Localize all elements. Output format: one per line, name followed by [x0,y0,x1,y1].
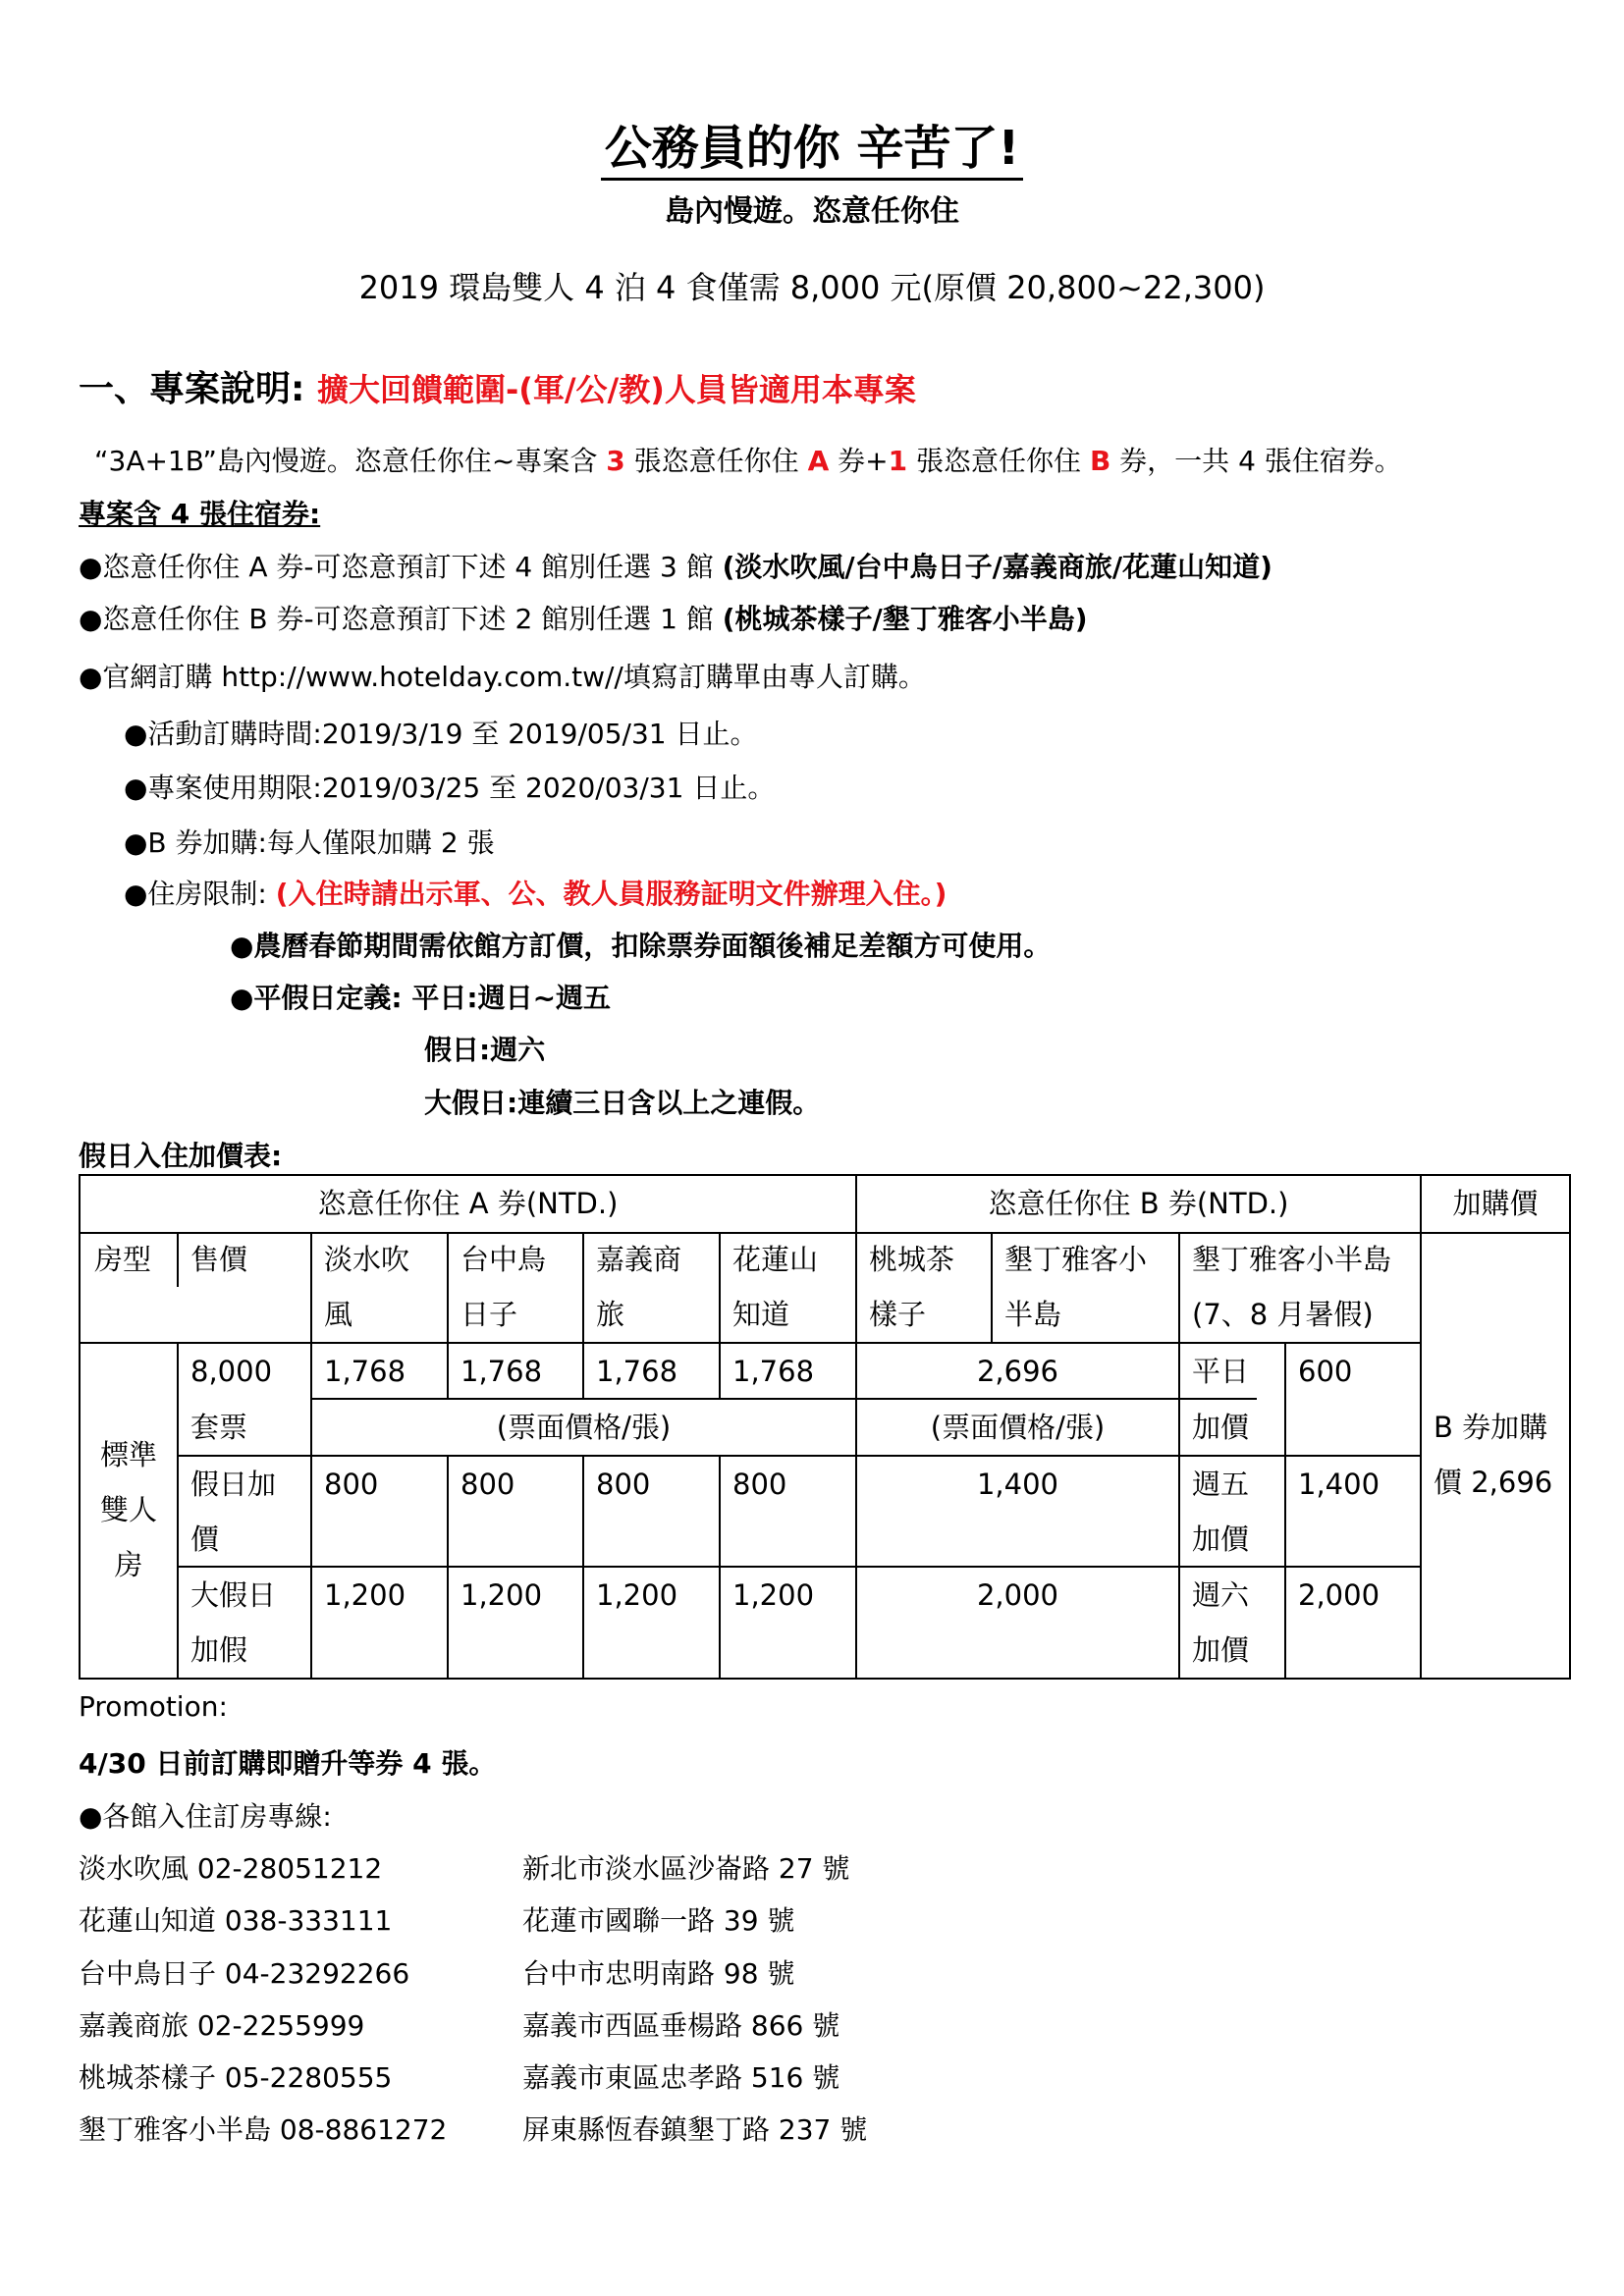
col-chiayi-2: 旅 [596,1298,625,1331]
intro-text-2: 張恣意任你住 [624,445,808,477]
col-chiayi: 嘉義商 [596,1243,682,1276]
section-heading [79,361,916,411]
col-taocheng-2: 樣子 [869,1298,927,1331]
saturday-value: 2,000 [1298,1578,1380,1612]
bullet-day-definition [230,977,611,1016]
a-value-hualien: 1,768 [732,1355,815,1388]
intro-text-3: 券+ [829,445,889,477]
weekday-surcharge-value: 600 [1298,1355,1353,1388]
long-holiday-label: 大假日 [190,1578,277,1612]
extra-purchase: B 券加購 [1434,1411,1548,1444]
hotel-address-chiayi: 嘉義市西區垂楊路 866 號 [522,2009,840,2042]
bullet-lunar-new-year: ●農曆春節期間需依館方訂價，扣除票券面額後補足差額方可使用。 [230,930,1052,962]
a-value-chiayi: 1,768 [596,1355,678,1388]
price-headline: 2019 環島雙人 4 泊 4 食僅需 8,000 元(原價 20,800~22,300) [358,269,1266,306]
promotion-label: Promotion: [79,1690,228,1723]
hotel-name-taichung: 台中鳥日子 04-23292266 [79,1957,410,1990]
room-type-1: 標準 [99,1438,157,1471]
bullet-validity: ●專案使用期限:2019/03/25 至 2020/03/31 日止。 [124,772,776,804]
day-definition-label: ●平假日定義: [230,982,412,1014]
header-extra-price: 加購價 [1452,1187,1539,1220]
restriction-label: ●住房限制: [124,878,276,910]
intro-count-b: 1 [888,445,908,477]
col-hualien-2: 知道 [732,1298,790,1331]
bullet-voucher-b [79,598,1088,637]
promotion-text: 4/30 日前訂購即贈升等券 4 張。 [79,1747,497,1780]
col-tamsui: 淡水吹 [324,1243,410,1276]
col-taocheng: 桃城茶 [869,1243,955,1276]
bullet-voucher-b-text: ●恣意任你住 B 券-可恣意預訂下述 2 館別任選 1 館 [79,603,723,635]
long-hualien: 1,200 [732,1578,815,1612]
intro-text-5: 券，一共 4 張住宿券。 [1110,445,1402,477]
hotel-address-kenting: 屏東縣恆春鎮墾丁路 237 號 [522,2113,868,2146]
long-tamsui: 1,200 [324,1578,406,1612]
hotel-address-tamsui: 新北市淡水區沙崙路 27 號 [522,1852,850,1885]
long-holiday-label-2: 加假 [190,1633,248,1667]
friday-value: 1,400 [1298,1468,1380,1501]
saturday-label: 週六 [1192,1578,1250,1612]
weekday-surcharge-label: 平日 [1192,1355,1250,1388]
col-taichung: 台中鳥 [460,1243,547,1276]
hotel-address-hualien: 花蓮市國聯一路 39 號 [522,1904,795,1937]
intro-line [94,440,1402,479]
package-label: 套票 [190,1411,248,1444]
holiday-b: 1,400 [976,1468,1059,1501]
bullet-voucher-a-text: ●恣意任你住 A 券-可恣意預訂下述 4 館別任選 3 館 [79,551,723,583]
table-caption: 假日入住加價表: [79,1140,283,1172]
col-kenting-2: 半島 [1004,1298,1062,1331]
friday-label: 週五 [1192,1468,1250,1501]
long-b: 2,000 [976,1578,1059,1612]
bullet-order-period: ●活動訂購時間:2019/3/19 至 2019/05/31 日止。 [124,718,758,750]
hotel-address-taocheng: 嘉義市東區忠孝路 516 號 [522,2061,840,2094]
holiday-label: 假日加 [190,1468,277,1501]
intro-text-1: “3A+1B”島內慢遊。恣意任你住~專案含 [94,445,607,477]
long-chiayi: 1,200 [596,1578,678,1612]
header-voucher-a: 恣意任你住 A 券(NTD.) [317,1187,619,1220]
surcharge-table [79,1174,1571,1680]
saturday-label-2: 加價 [1192,1633,1250,1667]
hotlines-label: ●各館入住訂房專線: [79,1800,332,1833]
hotel-name-taocheng: 桃城茶樣子 05-2280555 [79,2061,393,2094]
bullet-restriction [124,873,947,912]
holiday-taichung: 800 [460,1468,515,1501]
holiday-tamsui: 800 [324,1468,379,1501]
col-taichung-2: 日子 [460,1298,518,1331]
holiday-definition: 假日:週六 [424,1034,546,1066]
col-hualien: 花蓮山 [732,1243,819,1276]
intro-text-4: 張恣意任你住 [907,445,1090,477]
hotel-name-kenting: 墾丁雅客小半島 08-8861272 [79,2113,448,2146]
col-price: 售價 [190,1243,248,1276]
col-room-type: 房型 [94,1243,152,1276]
hotel-name-chiayi: 嘉義商旅 02-2255999 [79,2009,365,2042]
bullet-voucher-a-hotels: (淡水吹風/台中鳥日子/嘉義商旅/花蓮山知道) [722,551,1272,583]
page-title-text: 公務員的你 辛苦了! [601,121,1024,181]
friday-label-2: 加價 [1192,1522,1250,1556]
room-type-3: 房 [114,1548,143,1581]
weekday-definition: 平日:週日~週五 [411,982,612,1014]
holiday-label-2: 價 [190,1522,220,1556]
bullet-voucher-a [79,546,1272,585]
room-type-2: 雙人 [99,1493,157,1526]
intro-voucher-a: A [807,445,830,477]
bullet-voucher-b-hotels: (桃城茶樣子/墾丁雅客小半島) [722,603,1088,635]
weekday-surcharge-label-2: 加價 [1192,1411,1250,1444]
holiday-hualien: 800 [732,1468,787,1501]
long-holiday-definition: 大假日:連續三日含以上之連假。 [424,1087,821,1119]
a-value-taichung: 1,768 [460,1355,543,1388]
intro-count-a: 3 [606,445,625,477]
face-value-b: (票面價格/張) [930,1411,1106,1444]
vouchers-heading: 專案含 4 張住宿券: [79,498,321,530]
intro-voucher-b: B [1089,445,1111,477]
page-subtitle: 島內慢遊。恣意任你住 [665,194,959,229]
restriction-note: (入住時請出示軍、公、教人員服務証明文件辦理入住。) [275,878,947,910]
hotel-name-tamsui: 淡水吹風 02-28051212 [79,1852,383,1885]
col-kenting-summer-2: (7、8 月暑假) [1192,1298,1374,1331]
extra-purchase-2: 價 2,696 [1434,1466,1553,1499]
section-highlight: 擴大回饋範圍-(軍/公/教)人員皆適用本專案 [316,371,916,408]
bullet-extra-b: ●B 券加購:每人僅限加購 2 張 [124,827,495,859]
page-title [0,110,1624,178]
a-value-tamsui: 1,768 [324,1355,406,1388]
section-heading-label: 一、專案說明: [79,369,305,409]
col-kenting: 墾丁雅客小 [1004,1243,1148,1276]
hotel-name-hualien: 花蓮山知道 038-333111 [79,1904,393,1937]
holiday-chiayi: 800 [596,1468,651,1501]
long-taichung: 1,200 [460,1578,543,1612]
col-kenting-summer: 墾丁雅客小半島 [1192,1243,1392,1276]
package-price: 8,000 [190,1355,273,1388]
header-voucher-b: 恣意任你住 B 券(NTD.) [988,1187,1289,1220]
col-tamsui-2: 風 [324,1298,353,1331]
bullet-website: ●官網訂購 http://www.hotelday.com.tw//填寫訂購單由專人訂購。 [79,661,926,693]
b-value: 2,696 [976,1355,1059,1388]
hotel-address-taichung: 台中市忠明南路 98 號 [522,1957,795,1990]
face-value-a: (票面價格/張) [496,1411,672,1444]
